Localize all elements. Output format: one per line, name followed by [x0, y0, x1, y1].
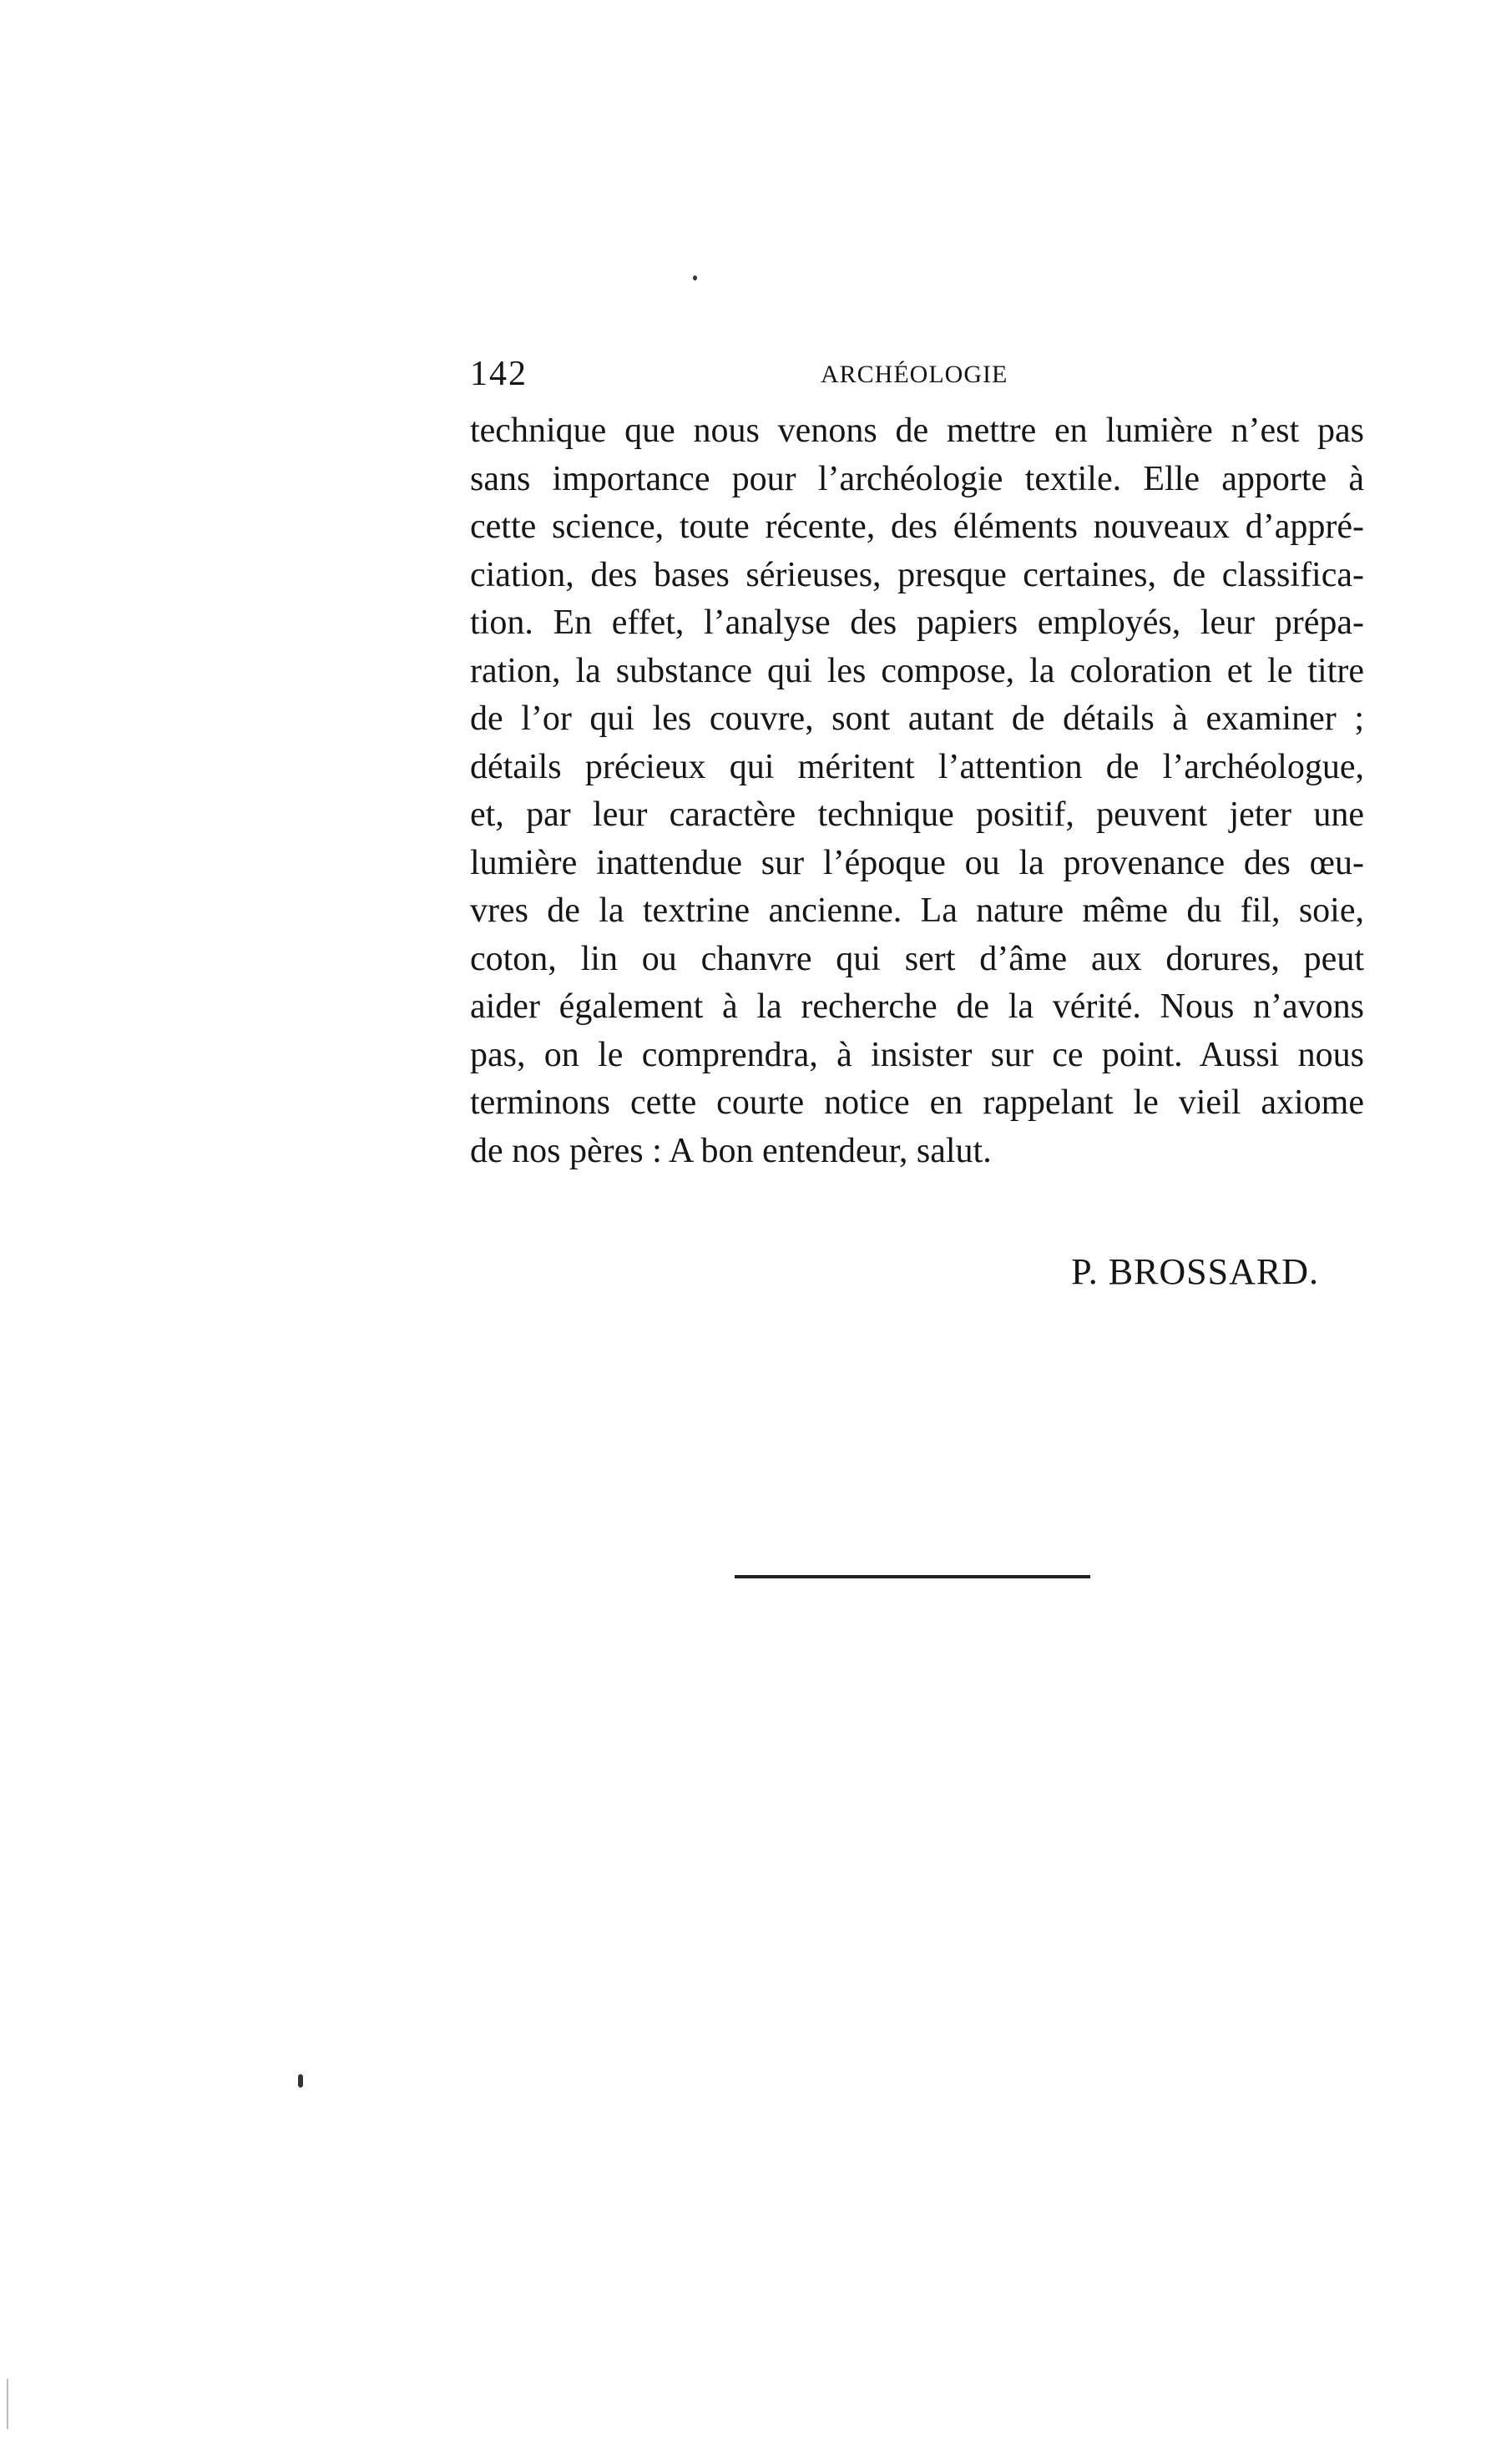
text-line: vres de la textrine ancienne. La nature même du fil, soie, — [470, 891, 1364, 930]
text-line: ration, la substance qui les compose, la coloration et le titre — [470, 651, 1364, 690]
section-divider — [735, 1575, 1090, 1578]
body-paragraph — [470, 407, 1364, 1175]
ink-speck — [298, 2074, 303, 2088]
text-line: sans importance pour l’archéologie textile. Elle apporte à — [470, 459, 1364, 498]
scan-edge-mark — [7, 2379, 8, 2429]
text-line: aider également à la recherche de la vérité. Nous n’avons — [470, 987, 1364, 1026]
text-line: cette science, toute récente, des éléments nouveaux d’appré- — [470, 507, 1364, 546]
page-header — [470, 354, 1364, 404]
text-line: pas, on le comprendra, à insister sur ce point. Aussi nous — [470, 1035, 1364, 1074]
text-line: technique que nous venons de mettre en lumière n’est pas — [470, 412, 1364, 450]
text-line: de l’or qui les couvre, sont autant de détails à examiner ; — [470, 699, 1364, 738]
text-line: de nos pères : A bon entendeur, salut. — [470, 1131, 992, 1170]
text-line: ciation, des bases sérieuses, presque certaines, de classifica- — [470, 555, 1364, 594]
text-line: coton, lin ou chanvre qui sert d’âme aux dorures, peut — [470, 939, 1364, 978]
text-line: et, par leur caractère technique positif, peuvent jeter une — [470, 795, 1364, 834]
text-line: lumière inattendue sur l’époque ou la provenance des œu- — [470, 843, 1364, 882]
page-number: 142 — [470, 355, 528, 393]
author-signature: P. BROSSARD. — [1071, 1251, 1319, 1292]
running-title: ARCHÉOLOGIE — [821, 361, 1008, 388]
text-line: tion. En effet, l’analyse des papiers employés, leur prépa- — [470, 603, 1364, 642]
text-line: détails précieux qui méritent l’attention de l’archéologue, — [470, 747, 1364, 786]
text-line: terminons cette courte notice en rappelant le vieil axiome — [470, 1083, 1364, 1122]
ink-speck — [693, 275, 697, 280]
